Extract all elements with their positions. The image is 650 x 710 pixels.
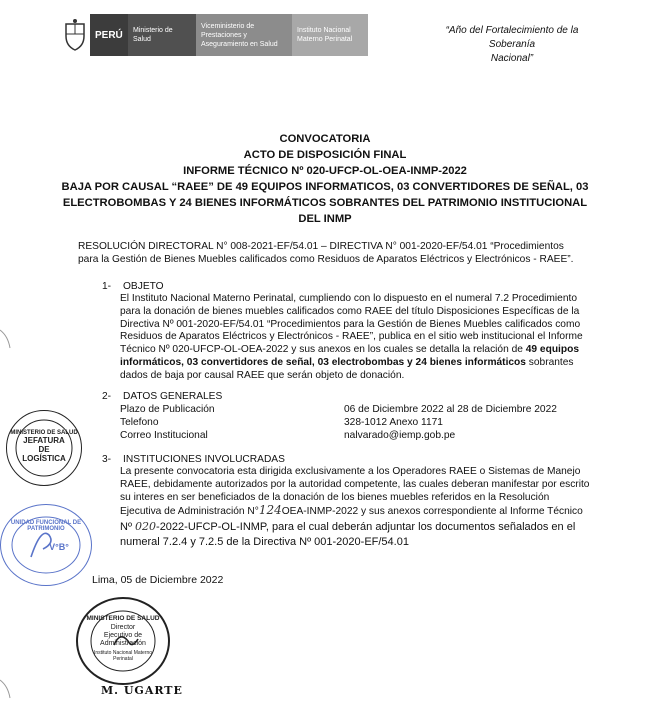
body-line <box>120 357 630 370</box>
body-line: Residuos de Aparatos Eléctricos y Electrónicos - RAEE”, publica en el sitio web institucional el Informe <box>120 331 583 343</box>
signature-name: M. UGARTE <box>101 684 183 697</box>
section-title: DATOS GENERALES <box>123 391 223 402</box>
stamp-bottom-text: Instituto Nacional Materno Perinatal <box>93 649 153 662</box>
logo-institute: Instituto Nacional Materno Perinatal <box>292 14 368 56</box>
place-date: Lima, 05 de Diciembre 2022 <box>92 574 224 586</box>
body-text: Nº <box>120 521 136 534</box>
stamp-ring-icon <box>7 411 81 485</box>
data-label: Telefono <box>120 417 159 428</box>
data-label: Plazo de Publicación <box>120 404 215 415</box>
year-motto <box>422 24 602 66</box>
data-row <box>120 416 640 429</box>
body-line: dados de baja por causal RAEE que serán objeto de donación. <box>120 369 405 381</box>
body-line: numeral 7.2.4 y 7.2.5 de la Directiva Nº 001-2020-EF/54.01 <box>120 536 409 549</box>
body-line: Directiva Nº 001-2020-EF/54.01 “Procedimientos para la Gestión de Bienes Muebles calificados como <box>120 318 581 330</box>
scan-marks-icon <box>0 320 14 700</box>
data-value: nalvarado@iemp.gob.pe <box>344 430 456 441</box>
handwritten-number: 124 <box>258 503 282 518</box>
handwritten-number: 020 <box>135 520 157 534</box>
title-line: BAJA POR CAUSAL “RAEE” DE 49 EQUIPOS INFORMATICOS, 03 CONVERTIDORES DE SEÑAL, 03 <box>61 181 589 193</box>
section-number: 3- <box>102 454 112 465</box>
section-title: OBJETO <box>123 281 164 292</box>
stamp-center-text: V°B° <box>49 542 69 552</box>
body-text: -2022-UFCP-OL-INMP, para el cual deberán adjuntar los documentos señalados en el <box>156 521 576 534</box>
resolution-line: para la Gestión de Bienes Muebles calificados como Residuos de Aparatos Eléctricos y Electrónicos - RAEE”. <box>78 254 574 265</box>
body-line: El Instituto Nacional Materno Perinatal, cumpliendo con lo dispuesto en el numeral 7.2 Procedimiento <box>120 293 577 304</box>
body-text: Ejecutiva de Administración N° <box>120 506 259 518</box>
body-line <box>120 519 632 535</box>
body-bold: informáticos, 03 convertidores de señal, 03 electrobombas y 24 bienes informáticos <box>120 356 526 368</box>
section-body <box>120 293 630 383</box>
institution-logo <box>60 14 368 56</box>
title-line: CONVOCATORIA <box>279 133 371 145</box>
logo-vice-ministry: Viceministerio de Prestaciones y Aseguramiento en Salud <box>196 14 292 56</box>
body-bold: 49 equipos <box>525 344 579 356</box>
body-line: para la donación de bienes muebles calificados como RAEE del título Disposiciones Específicas de la <box>120 305 580 317</box>
title-line: DEL INMP <box>298 213 352 225</box>
data-value: 06 de Diciembre 2022 al 28 de Diciembre 2022 <box>344 404 557 415</box>
stamp-center-text: Director Ejecutivo de Administración <box>100 623 146 647</box>
stamp-ring-text: MINISTERIO DE SALUD <box>86 614 160 622</box>
section-body <box>120 466 632 550</box>
resolution-reference <box>78 240 628 266</box>
motto-line: Nacional” <box>490 53 534 64</box>
coat-of-arms-icon <box>60 14 90 56</box>
section-number: 2- <box>102 391 112 402</box>
stamp-ring-text: UNIDAD FUNCIONAL DE PATRIMONIO <box>10 520 82 532</box>
body-line: RAEE, debidamente autorizados por la autoridad competente, las cuales deberan manifestar por escrito <box>120 478 590 490</box>
stamp-ring-icon <box>78 599 168 683</box>
director-stamp <box>76 597 170 685</box>
data-row <box>120 429 640 442</box>
body-text: Técnico Nº 020-UFCP-OL-OEA-2022 y sus anexos en los cuales se detalla la relación de <box>120 344 526 356</box>
document-title <box>61 131 589 227</box>
stamp-center-text: JEFATURA DE LOGÍSTICA <box>22 435 66 463</box>
logo-country: PERÚ <box>90 14 128 56</box>
section-title: INSTITUCIONES INVOLUCRADAS <box>123 454 285 465</box>
title-line: ACTO DE DISPOSICIÓN FINAL <box>243 149 407 161</box>
body-line: La presente convocatoria esta dirigida exclusivamente a los Operadores RAEE o Sistemas de Manejo <box>120 466 581 477</box>
data-value: 328-1012 Anexo 1171 <box>344 417 443 428</box>
data-row <box>120 403 640 416</box>
logistics-stamp <box>6 410 82 486</box>
data-label: Correo Institucional <box>120 430 208 441</box>
body-line <box>120 504 632 519</box>
body-text: sobrantes <box>525 356 574 368</box>
title-line: INFORME TÉCNICO Nº 020-UFCP-OL-OEA-INMP-2022 <box>183 165 467 177</box>
title-line: ELECTROBOMBAS Y 24 BIENES INFORMÁTICOS SOBRANTES DEL PATRIMONIO INSTITUCIONAL <box>62 197 588 209</box>
body-text: OEA-INMP-2022 y sus anexos correspondiente al Informe Técnico <box>281 506 583 518</box>
body-line <box>120 344 630 357</box>
stamp-ring-icon <box>1 505 91 585</box>
general-data-table <box>120 403 640 442</box>
stamp-ring-text: MINISTERIO DE SALUD <box>10 429 78 436</box>
logo-ministry: Ministerio de Salud <box>128 14 196 56</box>
resolution-line: RESOLUCIÓN DIRECTORAL N° 008-2021-EF/54.01 – DIRECTIVA N° 001-2020-EF/54.01 “Procedimientos <box>78 241 564 252</box>
body-line: su interes en ser beneficiados de la donación de los bienes muebles referidos en la Resolución <box>120 491 550 503</box>
section-number: 1- <box>102 281 112 292</box>
motto-line: “Año del Fortalecimiento de la Soberanía <box>445 25 579 50</box>
